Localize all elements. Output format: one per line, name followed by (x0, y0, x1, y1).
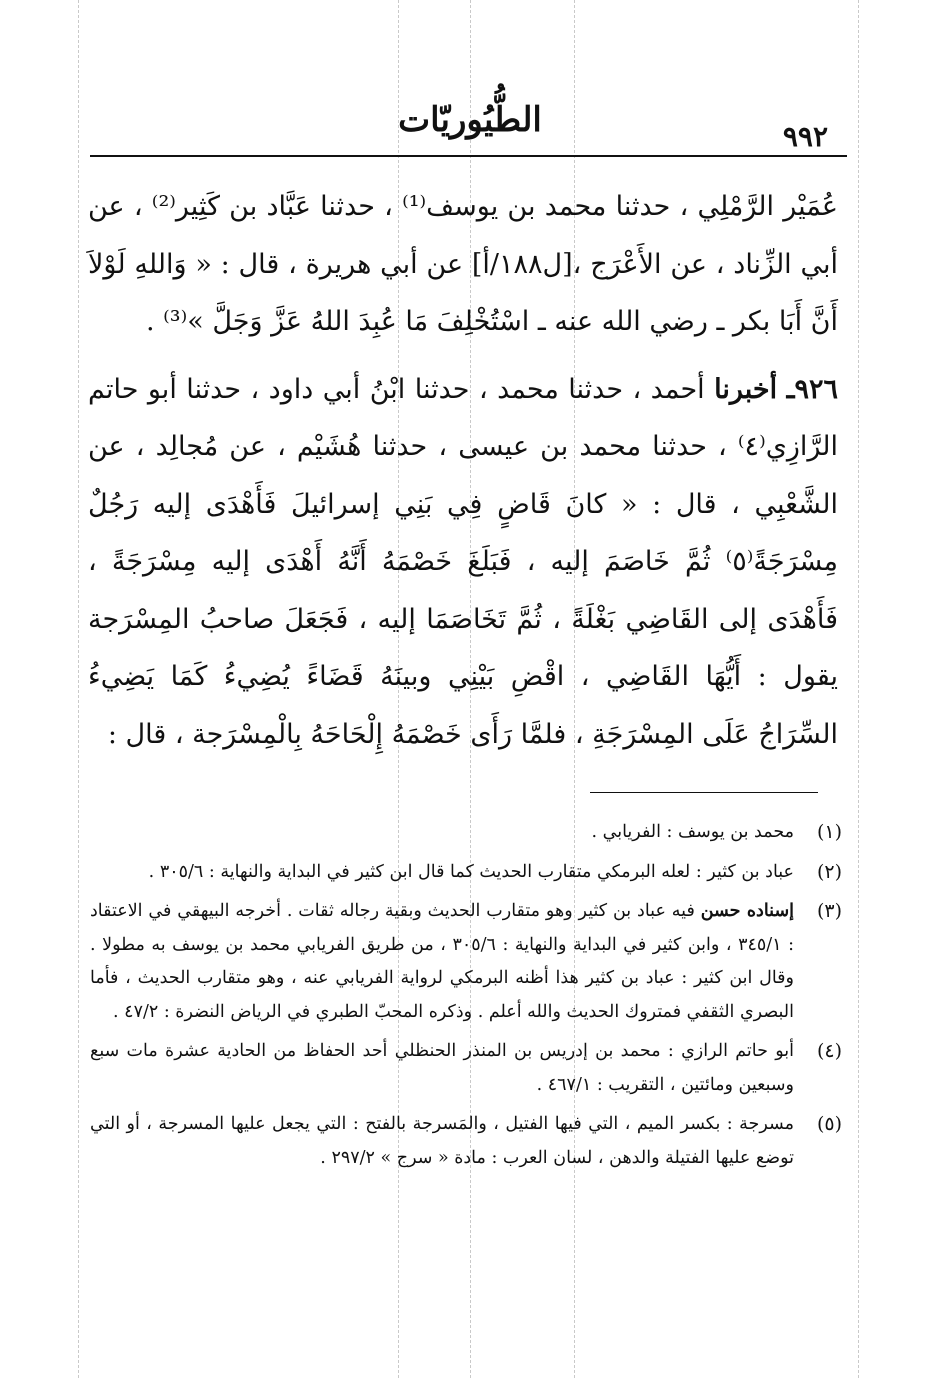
footnote-number: (٢) (816, 860, 842, 883)
paragraph-2-text: أحمد ، حدثنا محمد ، حدثنا ابْنُ أبي داود ، حدثنا أبو حاتم الرَّازِي⁽٤⁾ ، حدثنا محمد بن عيسى ، حدثنا هُشَيْم ، عن مُجالِد ، عن الشَّعْبِي ، قال : « كانَ قَاضٍ فِي بَنِي إسرائيلَ فَأَهْدَى إليه رَجُلٌ مِسْرَجَةً⁽٥⁾ ثُمَّ خَاصَمَ إليه ، فَبَلَغَ خَصْمَهُ أَنَّهُ أَهْدَى إليه مِسْرَجَةً ، فَأَهْدَى إلى القَاضِي بَغْلَةً ، ثُمَّ تَخَاصَمَا إليه ، فَجَعَلَ صاحبُ المِسْرَجة يقول : أَيُّهَا القَاضِي ، اقْضِ بَيْنِي وبينَهُ قَضَاءً يُضِيءُ كَمَا يَضِيءُ السِّرَاجُ عَلَى المِسْرَجَةِ ، فلمَّا رَأَى خَصْمَهُ إِلْحَاحَهُ بِالْمِسْرَجة ، قال : (88, 373, 838, 750)
footnote-3 (90, 895, 842, 1029)
footnote-number: (٥) (816, 1113, 842, 1135)
footnote-5 (90, 1108, 842, 1175)
footnote-number: (٤) (816, 1040, 842, 1062)
footnote-1 (90, 816, 842, 850)
footnote-text: أبو حاتم الرازي : محمد بن إدريس بن المنذر الحنظلي أحد الحفاظ من الحادية عشرة مات سبع وسبعين ومائتين ، التقريب : ٤٦٧/١ . (90, 1041, 794, 1095)
scan-guide-line (78, 0, 79, 1378)
footnote-number: (١) (816, 821, 842, 843)
footnote-text: مسرجة : بكسر الميم ، التي فيها الفتيل ، والمَسرجة بالفتح : التي يجعل عليها المسرجة ، أو التي توضع عليها الفتيلة والدهن ، لسان العرب : مادة « سرج » ٢٩٧/٢ . (90, 1114, 794, 1168)
footnote-bold-lead: إسناده حسن (700, 901, 794, 921)
hadith-number: ٩٢٦ـ (786, 373, 838, 405)
paragraph-1: عُمَيْر الرَّمْلِي ، حدثنا محمد بن يوسف⁽¹⁾ ، حدثنا عَبَّاد بن كَثِير⁽²⁾ ، عن أبي الزِّناد ، عن الأَعْرَج ،[ل١٨٨/أ] عن أبي هريرة ، قال : « وَاللهِ لَوْلاَ أَنَّ أَبَا بكر ـ رضي الله عنه ـ اسْتُخْلِفَ مَا عُبِدَ اللهُ عَزَّ وَجَلَّ »⁽³⁾ . (88, 191, 839, 337)
footnote-text: محمد بن يوسف : الفريابي . (591, 822, 794, 842)
page-header (90, 100, 850, 156)
main-text (88, 178, 838, 763)
footnotes (90, 816, 842, 1181)
footnote-number: (٣) (816, 900, 842, 922)
footnote-text: عباد بن كثير : لعله البرمكي متقارب الحديث كما قال ابن كثير في البداية والنهاية : ٣٠٥/٦ . (148, 861, 794, 882)
scan-guide-line (858, 0, 859, 1378)
paragraph-2 (88, 361, 838, 764)
footnote-text: فيه عباد بن كثير وهو متقارب الحديث وبقية رجاله ثقات . أخرجه البيهقي في الاعتقاد : ٣٤٥/١ ، وابن كثير في البداية والنهاية : ٣٠٥/٦ ، من طريق الفريابي محمد بن يوسف به مطولا . وقال ابن كثير : عباد بن كثير هذا أظنه البرمكي لرواية الفريابي عنه ، وهو متقارب الحديث ، فأما البصري الثقفي فمتروك الحديث والله أعلم . وذكره المحبّ الطبري في الرياض النضرة : ٤٧/٢ . (90, 901, 795, 1022)
header-rule (90, 155, 847, 157)
footnote-4 (90, 1035, 842, 1102)
footnote-rule (590, 792, 818, 793)
akhbarana-word: أخبرنا (714, 373, 778, 405)
page-number: ٩٩٢ (782, 120, 828, 153)
footnote-2 (90, 856, 842, 890)
running-title: الطُّيُوريّات (398, 100, 542, 140)
